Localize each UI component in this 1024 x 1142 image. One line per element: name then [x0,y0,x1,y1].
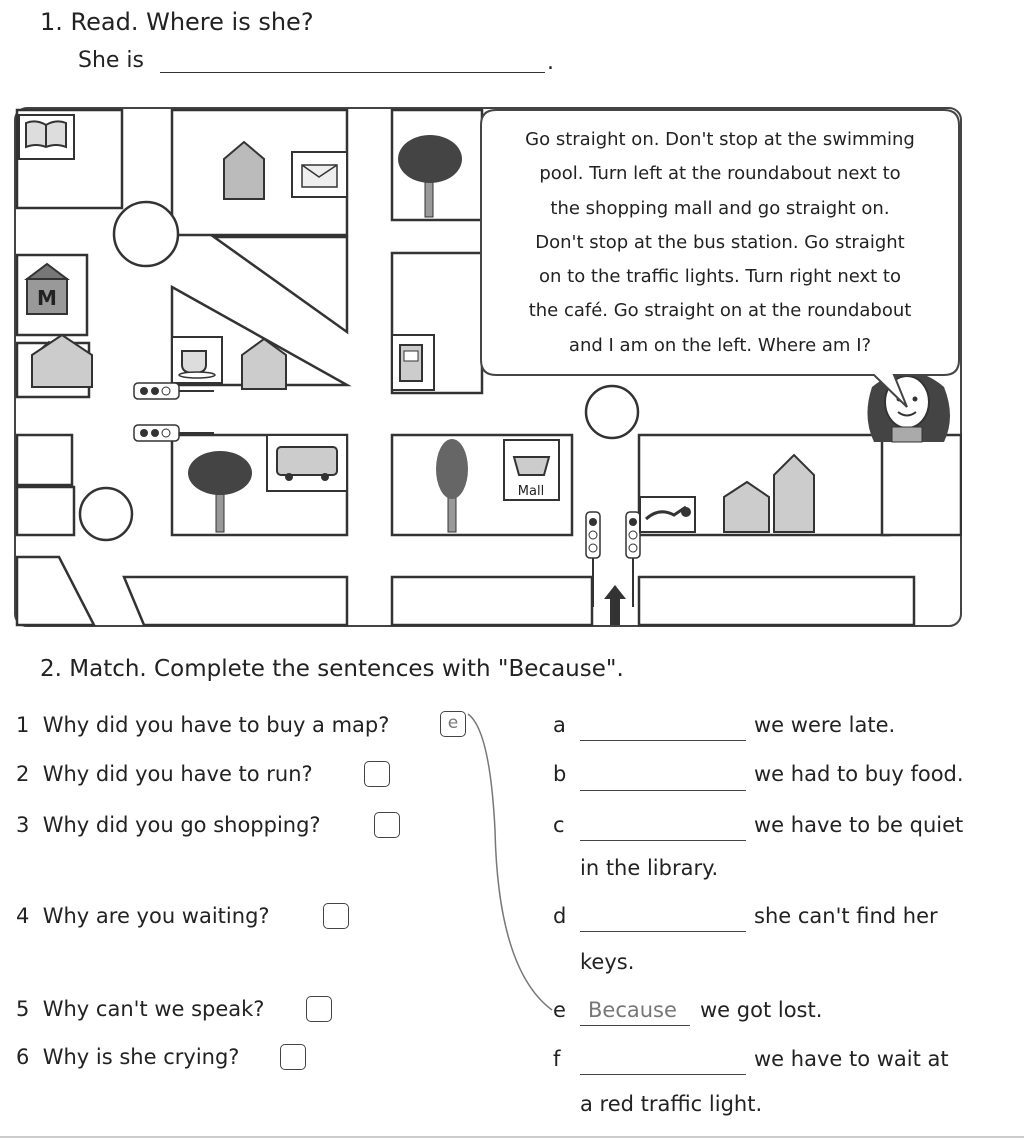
answer-letter: f [553,1047,561,1071]
question-5 [16,997,264,1021]
answer-blank-line[interactable] [580,931,746,932]
answer-box[interactable] [280,1044,306,1070]
question-6 [16,1045,239,1069]
answer-letter: d [553,904,567,928]
block [392,577,592,625]
block [17,487,74,535]
question-number: 1 [16,713,30,737]
speech-bubble [481,110,959,407]
answer-letter: e [553,998,566,1022]
answer-text: we got lost. [700,998,823,1022]
answer-text-continued: keys. [580,950,635,974]
block [17,435,72,485]
answer-blank-line[interactable] [580,1074,746,1075]
answer-letter: c [553,813,565,837]
block [124,577,347,625]
bottom-divider [0,1136,1024,1138]
speech-line: on to the traffic lights. Turn right next to [539,266,901,287]
question-number: 6 [16,1045,30,1069]
answer-blank-line[interactable] [580,1025,690,1026]
speech-line: the shopping mall and go straight on. [550,198,890,219]
question-number: 2 [16,762,30,786]
answer-blank-line[interactable] [580,740,746,741]
mall-label: Mall [517,484,545,499]
roundabout [80,488,132,540]
petrol-station-icon [392,335,434,390]
speech-line: Don't stop at the bus station. Go straight [535,232,905,253]
girl-icon [867,372,950,442]
museum-label: M [37,286,57,310]
answer-box[interactable] [306,996,332,1022]
block [882,435,961,535]
filled-answer: Because [588,998,677,1022]
question-number: 3 [16,813,30,837]
answer-letter: b [553,762,567,786]
question-text: Why did you have to run? [42,762,313,786]
speech-line: and I am on the left. Where am I? [568,335,872,356]
question-2 [16,762,313,786]
question-text: Why is she crying? [42,1045,240,1069]
answer-text: we have to wait at [754,1047,949,1071]
cafe-icon [172,337,222,383]
exercise-1-prompt: She is [78,48,145,73]
speech-line: pool. Turn left at the roundabout next to [539,163,901,184]
library-icon [19,115,74,159]
answer-period: . [547,50,554,75]
question-text: Why can't we speak? [42,997,265,1021]
answer-box[interactable] [374,812,400,838]
exercise-1-title: 1. Read. Where is she? [40,8,314,36]
roundabout [586,386,638,438]
shopping-mall-icon [504,440,559,500]
question-text: Why did you have to buy a map? [42,713,390,737]
block [639,577,914,625]
question-1 [16,713,389,737]
answer-letter: a [553,713,566,737]
answer-blank-line[interactable] [580,840,746,841]
town-map [14,107,962,627]
answer-text-continued: a red traffic light. [580,1092,763,1116]
swimming-pool-icon [640,497,695,532]
answer-text: we were late. [754,713,896,737]
answer-box[interactable]: e [440,711,466,737]
question-number: 5 [16,997,30,1021]
post-office-icon [292,152,347,197]
roundabout [114,202,178,266]
answer-text: she can't find her [754,904,938,928]
bus-station-icon [267,435,347,491]
exercise-2-title: 2. Match. Complete the sentences with "Because". [40,656,624,682]
speech-line: the café. Go straight on at the roundabout [528,300,912,321]
question-text: Why did you go shopping? [42,813,321,837]
answer-text: we have to be quiet [754,813,964,837]
answer-box[interactable] [364,761,390,787]
answer-text: we had to buy food. [754,762,964,786]
answer-text-continued: in the library. [580,856,719,880]
match-line [460,710,560,1030]
answer-box[interactable] [323,903,349,929]
answer-blank-line[interactable] [160,72,545,73]
question-3 [16,813,321,837]
question-4 [16,904,270,928]
question-number: 4 [16,904,30,928]
answer-blank-line[interactable] [580,790,746,791]
question-text: Why are you waiting? [42,904,270,928]
speech-line: Go straight on. Don't stop at the swimming [525,129,915,150]
